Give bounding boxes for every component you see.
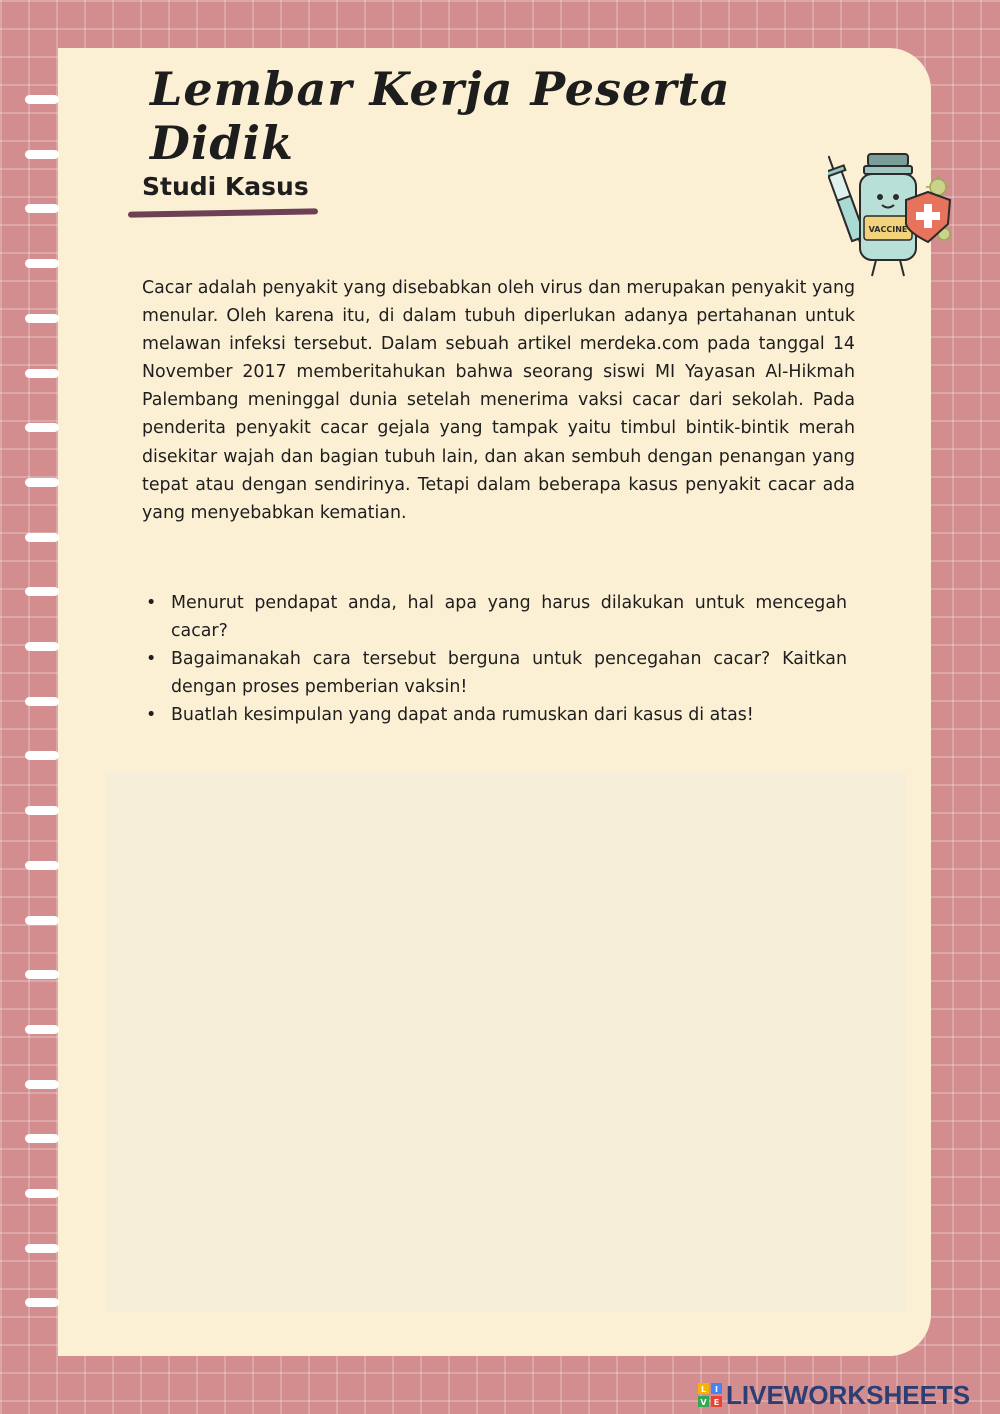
binder-hole bbox=[25, 533, 59, 542]
vaccine-label: VACCINE bbox=[868, 225, 908, 234]
question-item bbox=[142, 589, 847, 645]
case-study-paragraph: Cacar adalah penyakit yang disebabkan oleh virus dan merupakan penyakit yang menular. Oleh karena itu, di dalam tubuh diperlukan adanya pertahanan untuk melawan infeksi tersebut. Dalam sebuah artikel merdeka.com pada tanggal 14 November 2017 memberitahukan bahwa seorang siswi MI Yayasan Al-Hikmah Palembang meninggal dunia setelah menerima vaksi cacar dari sekolah. Pada penderita penyakit cacar gejala yang tampak yaitu timbul bintik-bintik merah disekitar wajah dan bagian tubuh lain, dan akan sembuh dengan penangan yang tepat atau dengan sendirinya. Tetapi dalam beberapa kasus penyakit cacar ada yang menyebabkan kematian. bbox=[142, 278, 855, 523]
binder-hole bbox=[25, 587, 59, 596]
question-list bbox=[142, 589, 847, 729]
binder-hole bbox=[25, 1134, 59, 1143]
watermark-text: LIVEWORKSHEETS bbox=[726, 1379, 971, 1410]
binder-hole bbox=[25, 970, 59, 979]
liveworksheets-watermark bbox=[698, 1380, 994, 1410]
answer-input-area[interactable] bbox=[106, 772, 906, 1312]
binder-hole bbox=[25, 1244, 59, 1253]
binder-hole bbox=[25, 1080, 59, 1089]
binder-holes bbox=[25, 95, 59, 1325]
binder-hole bbox=[25, 1025, 59, 1034]
binder-hole bbox=[25, 423, 59, 432]
question-text: Bagaimanakah cara tersebut berguna untuk pencegahan cacar? Kaitkan dengan proses pemberian vaksin! bbox=[171, 649, 847, 697]
question-item bbox=[142, 701, 847, 729]
binder-hole bbox=[25, 916, 59, 925]
vaccine-bottle-icon bbox=[828, 142, 958, 282]
svg-text:V: V bbox=[700, 1398, 707, 1407]
binder-hole bbox=[25, 806, 59, 815]
svg-text:E: E bbox=[713, 1398, 720, 1407]
binder-hole bbox=[25, 150, 59, 159]
binder-hole bbox=[25, 1189, 59, 1198]
binder-hole bbox=[25, 204, 59, 213]
question-item bbox=[142, 645, 847, 701]
binder-hole bbox=[25, 642, 59, 651]
liveworksheets-logo-icon bbox=[698, 1383, 722, 1407]
binder-hole bbox=[25, 1298, 59, 1307]
binder-hole bbox=[25, 314, 59, 323]
bullet-icon: • bbox=[146, 649, 157, 669]
binder-hole bbox=[25, 369, 59, 378]
section-title: Studi Kasus bbox=[142, 172, 309, 201]
worksheet-title: Lembar Kerja Peserta Didik bbox=[150, 62, 731, 170]
binder-hole bbox=[25, 697, 59, 706]
svg-text:I: I bbox=[715, 1385, 718, 1394]
question-text: Menurut pendapat anda, hal apa yang harus dilakukan untuk mencegah cacar? bbox=[171, 593, 847, 641]
binder-hole bbox=[25, 751, 59, 760]
question-text: Buatlah kesimpulan yang dapat anda rumuskan dari kasus di atas! bbox=[171, 705, 754, 725]
binder-hole bbox=[25, 861, 59, 870]
bullet-icon: • bbox=[146, 593, 157, 613]
svg-text:L: L bbox=[700, 1385, 707, 1394]
bullet-icon: • bbox=[146, 705, 157, 725]
binder-hole bbox=[25, 95, 59, 104]
binder-hole bbox=[25, 259, 59, 268]
binder-hole bbox=[25, 478, 59, 487]
